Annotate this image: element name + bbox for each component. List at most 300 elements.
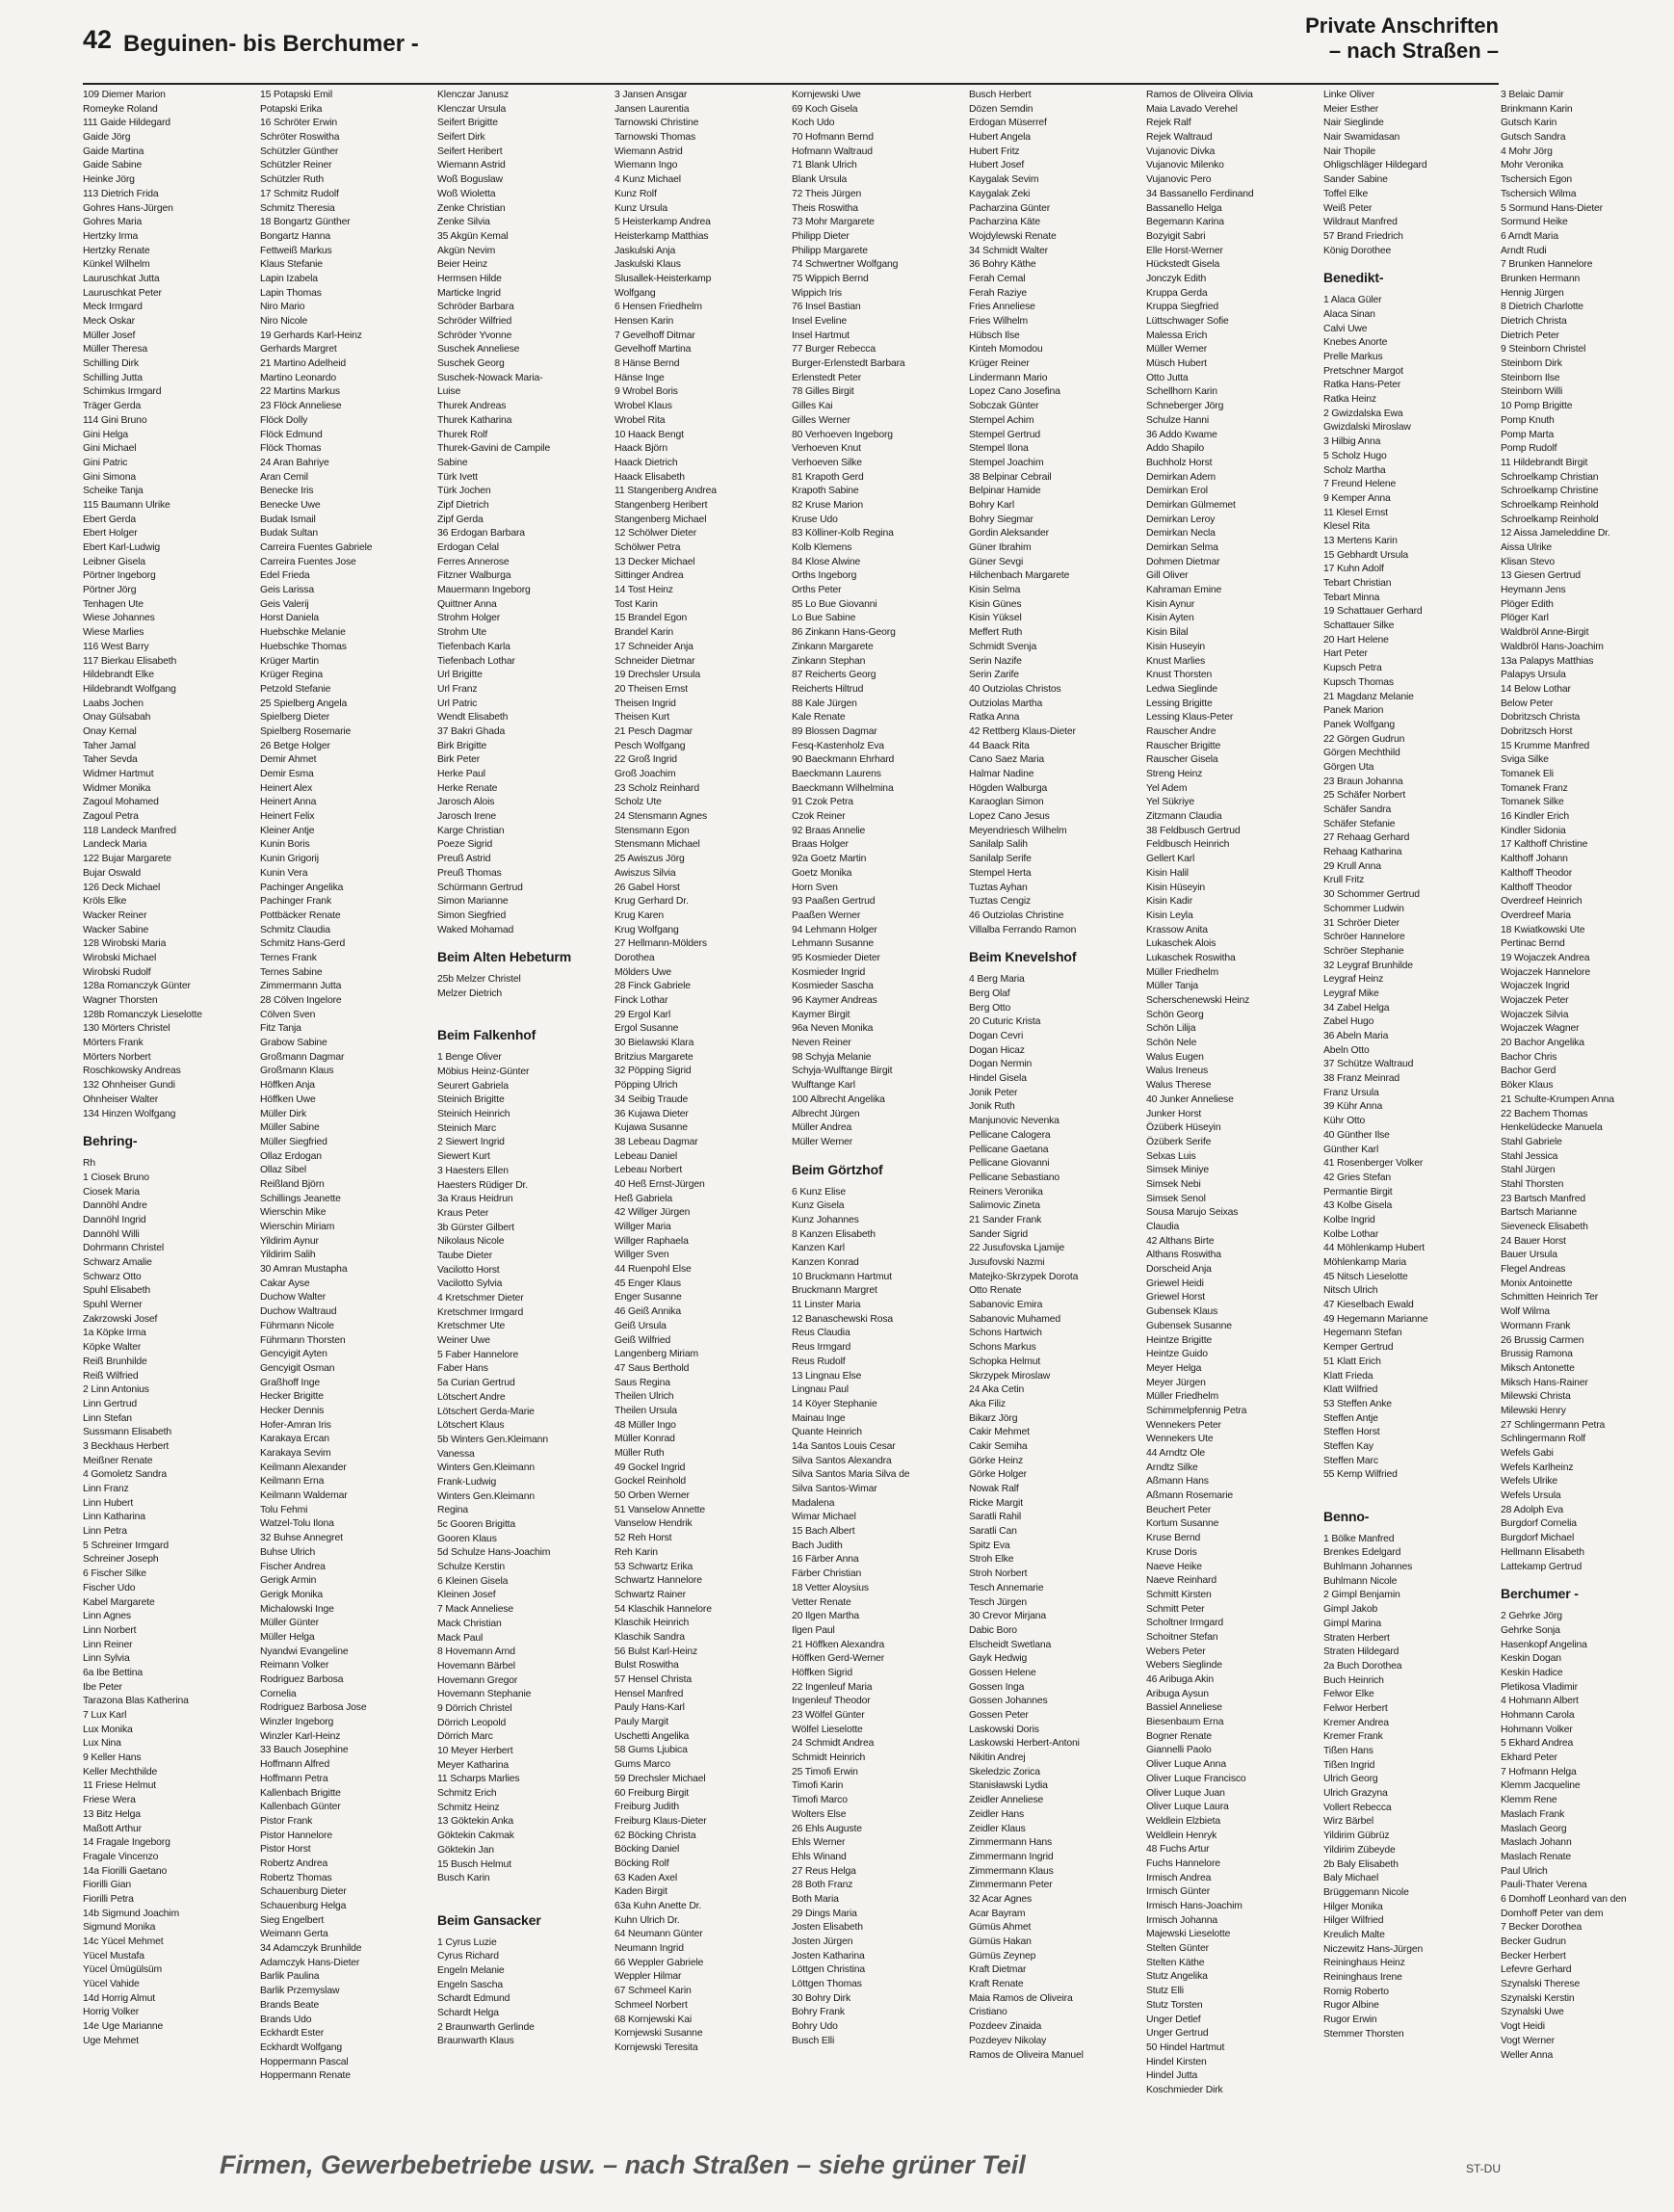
address-entry: Sabanovic Muhamed <box>969 1313 1061 1325</box>
address-entry: Stensmann Michael <box>615 839 700 851</box>
address-entry: Miksch Hans-Rainer <box>1501 1377 1588 1388</box>
section-title <box>1305 13 1499 64</box>
address-entry: 73 Mohr Margarete <box>792 217 875 228</box>
address-entry: Griewel Horst <box>1146 1292 1205 1304</box>
address-entry: Linn Franz <box>83 1484 129 1494</box>
address-entry: Schmitz Heinz <box>437 1802 500 1813</box>
address-entry: Suschek Anneliese <box>437 344 520 356</box>
address-entry: Verhoeven Knut <box>792 443 861 455</box>
address-entry: Stensmann Egon <box>615 825 690 836</box>
address-entry: Weiß Peter <box>1323 202 1373 214</box>
address-entry: Knebes Anorte <box>1323 337 1388 349</box>
address-entry: Carreira Fuentes Jose <box>260 556 356 567</box>
address-entry: Gilles Kai <box>792 401 833 412</box>
address-entry: Meffert Ruth <box>969 627 1023 639</box>
address-entry: Kosmieder Ingrid <box>792 966 866 978</box>
address-entry: 23 Bartsch Manfred <box>1501 1193 1585 1204</box>
address-entry: Seifert Dirk <box>437 132 485 144</box>
address-entry: 22 Görgen Gudrun <box>1323 733 1405 745</box>
address-entry: Linn Agnes <box>83 1611 131 1622</box>
address-entry: Schardt Helga <box>437 2008 499 2018</box>
address-entry: Aran Cemil <box>260 471 308 483</box>
section-title-line2: – nach Straßen – <box>1328 39 1499 63</box>
address-entry: Löttgen Thomas <box>792 1979 862 1990</box>
address-entry: Regina <box>437 1505 469 1516</box>
address-entry: 38 Feldbusch Gertrud <box>1146 825 1241 836</box>
address-entry: 16 Schröter Erwin <box>260 118 338 129</box>
address-entry: Vogt Heidi <box>1501 2021 1545 2033</box>
address-entry: Pomp Rudolf <box>1501 443 1557 455</box>
address-entry: 15 Krumme Manfred <box>1501 740 1590 751</box>
address-entry: Pörtner Jörg <box>83 585 137 596</box>
address-entry: Wefels Ulrike <box>1501 1476 1558 1488</box>
footer-code: ST-DU <box>1466 2162 1501 2175</box>
address-entry: Adamczyk Hans-Dieter <box>260 1957 360 1968</box>
address-entry: Buhlmann Johannes <box>1323 1562 1413 1573</box>
address-entry: Gohres Maria <box>83 217 143 228</box>
address-entry: Rodriguez Barbosa Jose <box>260 1702 367 1714</box>
address-entry: 78 Gilles Birgit <box>792 386 854 398</box>
address-entry: Fesq-Kastenholz Eva <box>792 740 884 751</box>
address-entry: Arndtz Silke <box>1146 1462 1198 1473</box>
address-entry: Gossen Helene <box>969 1667 1036 1678</box>
address-entry: Lebeau Daniel <box>615 1150 678 1162</box>
address-entry: 77 Burger Rebecca <box>792 344 876 356</box>
address-entry: Unger Detlef <box>1146 2014 1201 2025</box>
address-entry: 1 Cyrus Luzie <box>437 1936 497 1948</box>
address-entry: Wulftange Karl <box>792 1080 855 1092</box>
address-entry: Brunken Hermann <box>1501 273 1581 284</box>
address-entry: Zipf Gerda <box>437 514 484 525</box>
address-entry: Jaskulski Klaus <box>615 259 681 271</box>
address-entry: Spitz Eva <box>969 1540 1010 1551</box>
address-entry: Höffken Sigrid <box>792 1667 852 1678</box>
address-entry: 7 Hofmann Helga <box>1501 1766 1577 1778</box>
address-entry: Yel Sükriye <box>1146 797 1194 808</box>
address-entry: 57 Hensel Christa <box>615 1674 693 1685</box>
address-entry: 13 Bitz Helga <box>83 1808 141 1820</box>
address-entry: Szynalski Uwe <box>1501 2007 1564 2018</box>
address-entry: Nyandwi Evangeline <box>260 1646 349 1657</box>
address-entry: Maslach Johann <box>1501 1837 1572 1849</box>
address-entry: Freiburg Judith <box>615 1802 680 1813</box>
address-entry: Nikolaus Nicole <box>437 1236 505 1248</box>
address-entry: 14 Tost Heinz <box>615 585 673 596</box>
address-entry: Demirkan Leroy <box>1146 514 1216 525</box>
address-entry: 24 Bauer Horst <box>1501 1235 1566 1247</box>
address-entry: Braas Holger <box>792 839 849 851</box>
address-entry: Schellhorn Karin <box>1146 386 1217 398</box>
address-entry: 96a Neven Monika <box>792 1023 874 1035</box>
address-entry: 8 Dietrich Charlotte <box>1501 302 1583 313</box>
address-entry: Hensel Manfred <box>615 1688 684 1699</box>
address-entry: Hofmann Waltraud <box>792 145 873 157</box>
address-entry: Schwartz Rainer <box>615 1589 686 1600</box>
address-entry: 19 Wojaczek Andrea <box>1501 952 1590 963</box>
address-entry: Insel Eveline <box>792 316 847 327</box>
address-entry: Demirkan Necla <box>1146 528 1216 540</box>
address-entry: Dannöhl Andre <box>83 1200 147 1212</box>
address-entry: Jarosch Alois <box>437 797 495 808</box>
address-entry: Bohry Frank <box>792 2007 845 2018</box>
address-entry: Huebschke Thomas <box>260 641 347 652</box>
address-entry: 68 Kornjewski Kai <box>615 2014 693 2025</box>
address-entry: Schmitz Hans-Gerd <box>260 938 346 950</box>
address-entry: Reus Rudolf <box>792 1356 846 1367</box>
address-entry: Weiner Uwe <box>437 1335 490 1347</box>
address-entry: Walus Therese <box>1146 1080 1212 1092</box>
address-entry: Miksch Antonette <box>1501 1362 1575 1374</box>
address-entry: 15 Brandel Egon <box>615 613 688 624</box>
address-entry: Schmitz Theresia <box>260 202 335 214</box>
address-entry: 5 Sormund Hans-Dieter <box>1501 202 1603 214</box>
address-entry: Keilmann Alexander <box>260 1462 347 1473</box>
address-entry: Linn Petra <box>83 1526 127 1538</box>
address-entry: Benecke Iris <box>260 486 314 497</box>
address-entry: Reh Karin <box>615 1546 658 1558</box>
address-entry: Abeln Otto <box>1323 1044 1370 1056</box>
address-entry: 12 Schölwer Dieter <box>615 528 697 540</box>
address-entry: Bujar Oswald <box>83 867 141 879</box>
address-entry: Simon Siegfried <box>437 909 507 921</box>
address-entry: Köpke Walter <box>83 1342 142 1354</box>
address-entry: 25 Timofi Erwin <box>792 1766 858 1778</box>
address-entry: Pottbäcker Renate <box>260 909 341 921</box>
address-entry: Türk Jochen <box>437 486 491 497</box>
address-entry: Günther Karl <box>1323 1144 1379 1155</box>
address-entry: Wacker Sabine <box>83 924 149 935</box>
address-entry: Tarazona Blas Katherina <box>83 1696 189 1707</box>
address-entry: Sanilalp Salih <box>969 839 1028 851</box>
address-entry: Ratka Hans-Peter <box>1323 380 1401 391</box>
address-entry: Krull Fritz <box>1323 875 1365 886</box>
address-entry: Ferres Annerose <box>437 556 510 567</box>
address-entry: Kraft Renate <box>969 1979 1024 1990</box>
address-entry: Heisterkamp Matthias <box>615 230 709 242</box>
address-entry: Lötschert Klaus <box>437 1420 505 1432</box>
address-entry: Griewel Heidi <box>1146 1277 1204 1289</box>
address-entry: 19 Gerhards Karl-Heinz <box>260 329 362 341</box>
address-entry: Suschek-Nowack Maria- <box>437 372 543 383</box>
address-entry: Baeckmann Laurens <box>792 769 881 779</box>
address-entry: Schwartz Hannelore <box>615 1575 702 1587</box>
address-entry: Kolbe Lothar <box>1323 1228 1379 1240</box>
address-entry: Großmann Klaus <box>260 1066 334 1077</box>
address-entry: 14a Santos Louis Cesar <box>792 1440 896 1452</box>
address-entry: Schön Lilija <box>1146 1023 1196 1035</box>
address-entry: 4 Gomoletz Sandra <box>83 1469 167 1481</box>
address-entry: 130 Mörters Christel <box>83 1023 170 1035</box>
address-entry: Kuhn Ulrich Dr. <box>615 1914 680 1926</box>
address-entry: Ehls Winand <box>792 1851 847 1862</box>
address-entry: Steffen Kay <box>1323 1440 1373 1452</box>
address-entry: Mauermann Ingeborg <box>437 585 531 596</box>
address-entry: Erdogan Celal <box>437 542 499 553</box>
address-entry: Flöck Dolly <box>260 414 308 426</box>
street-heading: Benno- <box>1323 1508 1370 1524</box>
address-entry: 83 Kölliner-Kolb Regina <box>792 528 894 540</box>
address-entry: Kretschmer Ute <box>437 1321 506 1332</box>
address-entry: Rugor Erwin <box>1323 2014 1377 2026</box>
address-entry: Kujawa Susanne <box>615 1122 688 1134</box>
address-entry: Irmisch Johanna <box>1146 1914 1217 1926</box>
address-entry: 4 Kretschmer Dieter <box>437 1293 524 1304</box>
address-entry: 29 Ergol Karl <box>615 1009 671 1020</box>
address-entry: Wiemann Astrid <box>615 145 683 157</box>
address-entry: Ibe Peter <box>83 1681 122 1693</box>
address-entry: Stahl Jessica <box>1501 1150 1558 1162</box>
address-entry: 94 Lehmann Holger <box>792 924 877 935</box>
address-entry: Dözen Semdin <box>969 103 1033 115</box>
address-entry: 3 Haesters Ellen <box>437 1165 509 1176</box>
address-entry: Lessing Klaus-Peter <box>1146 712 1234 724</box>
address-entry: Lessing Brigitte <box>1146 698 1213 709</box>
address-entry: Timofi Karin <box>792 1780 844 1792</box>
address-entry: Siewert Kurt <box>437 1151 490 1163</box>
address-entry: Görgen Mechthild <box>1323 748 1400 759</box>
address-entry: 44 Arndtz Ole <box>1146 1448 1206 1459</box>
address-entry: Kisin Selma <box>969 585 1021 596</box>
address-entry: Wennekers Peter <box>1146 1419 1221 1431</box>
address-entry: Hasenkopf Angelina <box>1501 1639 1587 1650</box>
address-entry: Gerigk Armin <box>260 1575 317 1587</box>
address-entry: Pauly Margit <box>615 1717 668 1728</box>
address-entry: Güner Ibrahim <box>969 542 1032 553</box>
address-entry: Wojdylewski Renate <box>969 230 1057 242</box>
address-entry: Tomanek Eli <box>1501 769 1554 779</box>
address-entry: 14b Sigmund Joachim <box>83 1908 179 1919</box>
address-entry: Sussmann Elisabeth <box>83 1427 172 1438</box>
address-entry: Gaide Jörg <box>83 132 131 144</box>
address-entry: Hecker Dennis <box>260 1405 325 1416</box>
address-entry: Dorothea <box>615 952 655 963</box>
address-entry: Heß Gabriela <box>615 1193 672 1204</box>
address-entry: Insel Hartmut <box>792 329 850 341</box>
address-entry: Reininghaus Irene <box>1323 1972 1402 1983</box>
address-entry: Kreulich Malte <box>1323 1929 1385 1940</box>
address-entry: Schmidt Heinrich <box>792 1752 866 1764</box>
address-entry: Taher Jamal <box>83 740 136 751</box>
address-entry: Stroh Norbert <box>969 1568 1028 1580</box>
address-entry: Stahl Jürgen <box>1501 1165 1556 1176</box>
street-heading: Behring- <box>83 1133 138 1149</box>
address-entry: 48 Fuchs Artur <box>1146 1844 1210 1856</box>
address-entry: Finck Lothar <box>615 995 668 1006</box>
address-entry: Gubensek Susanne <box>1146 1320 1232 1331</box>
address-entry: 22 Groß Ingrid <box>615 754 677 766</box>
address-entry: Schölwer Petra <box>615 542 681 553</box>
address-entry: Müller Dirk <box>260 1108 306 1119</box>
address-entry: Taher Sevda <box>83 754 138 766</box>
address-entry: 6 Domhoff Leonhard van den <box>1501 1893 1627 1905</box>
address-entry: Bassiel Anneliese <box>1146 1702 1222 1714</box>
address-entry: Mörters Frank <box>83 1038 144 1049</box>
address-entry: Pacharzina Günter <box>969 202 1051 214</box>
address-entry: Willger Sven <box>615 1250 669 1261</box>
address-entry: Tenhagen Ute <box>83 598 144 610</box>
address-entry: Naeve Reinhard <box>1146 1575 1216 1587</box>
address-entry: Carreira Fuentes Gabriele <box>260 542 373 553</box>
address-entry: Schardt Edmund <box>437 1993 510 2005</box>
address-entry: Hermsen Hilde <box>437 273 502 284</box>
address-entry: 23 Flöck Anneliese <box>260 401 342 412</box>
address-entry: Gehrke Sonja <box>1501 1624 1560 1636</box>
address-entry: Fries Anneliese <box>969 302 1035 313</box>
address-entry: Wolters Else <box>792 1808 847 1820</box>
address-entry: 92 Braas Annelie <box>792 825 866 836</box>
address-entry: Tschersich Wilma <box>1501 188 1577 199</box>
address-entry: 2 Gehrke Jörg <box>1501 1611 1562 1622</box>
address-entry: Wrobel Klaus <box>615 401 672 412</box>
address-entry: Gwizdalski Miroslaw <box>1323 422 1411 434</box>
address-entry: Leygraf Heinz <box>1323 974 1384 986</box>
address-entry: Schröter Roswitha <box>260 132 340 144</box>
address-entry: Schützler Ruth <box>260 174 325 186</box>
address-entry: Silva Santos Maria Silva de <box>792 1469 910 1481</box>
address-entry: 12 Aissa Jameleddine Dr. <box>1501 528 1610 540</box>
address-entry: Yildirim Aynur <box>260 1235 319 1247</box>
address-entry: Webers Sieglinde <box>1146 1660 1222 1672</box>
address-entry: Zenke Christian <box>437 202 506 214</box>
address-entry: Linn Katharina <box>83 1512 145 1523</box>
address-entry: Sobczak Günter <box>969 401 1039 412</box>
address-entry: Stelten Käthe <box>1146 1957 1205 1968</box>
address-entry: 15 Gebhardt Ursula <box>1323 549 1408 561</box>
address-entry: Akgün Nevim <box>437 245 496 256</box>
address-entry: Uge Mehmet <box>83 2035 139 2046</box>
address-entry: Engeln Sascha <box>437 1979 503 1990</box>
address-entry: Pletikosa Vladimir <box>1501 1681 1578 1693</box>
address-entry: 30 Bielawski Klara <box>615 1038 694 1049</box>
address-entry: Klatt Frieda <box>1323 1370 1373 1382</box>
address-entry: Mainau Inge <box>792 1412 846 1424</box>
address-entry: Theisen Ingrid <box>615 698 676 709</box>
address-entry: 3 Beckhaus Herbert <box>83 1440 170 1452</box>
address-entry: Haack Elisabeth <box>615 471 685 483</box>
address-entry: Busch Herbert <box>969 90 1032 100</box>
address-entry: 30 Schommer Gertrud <box>1323 889 1420 901</box>
address-entry: 24 Aka Cetin <box>969 1384 1025 1396</box>
address-entry: 27 Reus Helga <box>792 1865 856 1877</box>
address-entry: Müller Sabine <box>260 1122 320 1134</box>
address-entry: Potapski Erika <box>260 103 323 115</box>
address-entry: Keller Mechthilde <box>83 1766 158 1778</box>
address-entry: Schroelkamp Reinhold <box>1501 514 1599 525</box>
address-entry: Krapoth Sabine <box>792 486 859 497</box>
address-entry: Lux Monika <box>83 1724 133 1735</box>
address-entry: 34 Schmidt Walter <box>969 245 1048 256</box>
address-entry: Saratli Can <box>969 1526 1017 1538</box>
address-entry: Bogner Renate <box>1146 1730 1212 1742</box>
address-entry: Thurek Andreas <box>437 401 507 412</box>
address-entry: 27 Hellmann-Mölders <box>615 938 707 950</box>
address-entry: 16 Färber Anna <box>792 1554 859 1566</box>
address-entry: 23 Scholz Reinhard <box>615 782 699 794</box>
address-entry: Heintze Guido <box>1146 1349 1208 1360</box>
address-entry: 5a Curian Gertrud <box>437 1378 515 1389</box>
address-entry: Majewski Lieselotte <box>1146 1929 1231 1940</box>
address-entry: Ramos de Oliveira Manuel <box>969 2049 1084 2061</box>
address-entry: Sousa Marujo Seixas <box>1146 1207 1239 1219</box>
address-entry: Linn Norbert <box>83 1624 137 1636</box>
address-entry: Michalowski Inge <box>260 1603 334 1615</box>
address-entry: Brüggemann Nicole <box>1323 1886 1409 1898</box>
address-entry: Schlingermann Rolf <box>1501 1434 1585 1445</box>
address-entry: Steinich Heinrich <box>437 1109 510 1120</box>
directory-column <box>260 89 433 2129</box>
address-entry: Steffen Marc <box>1323 1455 1378 1466</box>
address-entry: Zabel Hugo <box>1323 1016 1374 1028</box>
address-entry: 72 Theis Jürgen <box>792 188 862 199</box>
address-entry: Kahraman Emine <box>1146 585 1222 596</box>
address-entry: Seifert Brigitte <box>437 118 498 129</box>
address-entry: 46 Geiß Annika <box>615 1306 681 1318</box>
address-entry: Ohnheiser Walter <box>83 1093 159 1105</box>
address-entry: 49 Hegemann Marianne <box>1323 1313 1428 1325</box>
address-entry: 113 Dietrich Frida <box>83 188 159 199</box>
address-entry: 13 Lingnau Else <box>792 1370 862 1382</box>
address-entry: Zinkann Margarete <box>792 641 874 652</box>
address-entry: Bikarz Jörg <box>969 1412 1018 1424</box>
address-entry: Cakir Mehmet <box>969 1427 1030 1438</box>
address-entry: Schulze Hanni <box>1146 414 1210 426</box>
address-entry: Vetter Renate <box>792 1596 851 1608</box>
address-entry: Wennekers Ute <box>1146 1434 1214 1445</box>
street-heading: Beim Knevelshof <box>969 949 1077 965</box>
address-entry: Sieveneck Elisabeth <box>1501 1222 1588 1232</box>
address-entry: 10 Haack Bengt <box>615 429 684 440</box>
address-entry: Niczewitz Hans-Jürgen <box>1323 1943 1424 1955</box>
address-entry: Kunz Rolf <box>615 188 657 199</box>
address-entry: Wiemann Astrid <box>437 160 506 171</box>
address-entry: Gümüs Hakan <box>969 1936 1032 1947</box>
address-entry: 36 Addo Kwame <box>1146 429 1217 440</box>
address-entry: Müller Friedhelm <box>1146 966 1218 978</box>
address-entry: 20 Theisen Ernst <box>615 683 688 695</box>
address-entry: Großmann Dagmar <box>260 1051 345 1063</box>
address-entry: Heymann Jens <box>1501 585 1566 596</box>
address-entry: Wojaczek Peter <box>1501 995 1569 1006</box>
address-entry: Erdogan Müserref <box>969 118 1047 129</box>
address-entry: Cakar Ayse <box>260 1277 310 1289</box>
address-entry: Karaoglan Simon <box>969 797 1044 808</box>
address-entry: Wacker Reiner <box>83 909 147 921</box>
address-entry: Wildraut Manfred <box>1323 217 1398 228</box>
address-entry: Wojaczek Hannelore <box>1501 966 1590 978</box>
address-entry: 40 Outziolas Christos <box>969 683 1061 695</box>
address-entry: Quante Heinrich <box>792 1427 862 1438</box>
address-entry: Karge Christian <box>437 825 505 836</box>
address-entry: Winters Gen.Kleimann <box>437 1462 535 1474</box>
address-entry: 16 Kindler Erich <box>1501 811 1569 823</box>
address-entry: Albrecht Jürgen <box>792 1108 860 1119</box>
address-entry: Rodriguez Barbosa <box>260 1674 344 1685</box>
address-entry: 82 Kruse Marion <box>792 499 863 511</box>
address-entry: 2 Siewert Ingrid <box>437 1137 505 1148</box>
address-entry: Kunz Ursula <box>615 202 667 214</box>
address-entry: Theis Roswitha <box>792 202 858 214</box>
address-entry: 91 Czok Petra <box>792 797 853 808</box>
address-entry: 5 Schreiner Irmgard <box>83 1540 169 1551</box>
address-entry: Kalthoff Theodor <box>1501 867 1573 879</box>
address-entry: Wefels Gabi <box>1501 1448 1554 1459</box>
address-entry: 14 Fragale Ingeborg <box>83 1837 170 1849</box>
address-entry: 42 Willger Jürgen <box>615 1207 691 1219</box>
address-entry: 14e Uge Marianne <box>83 2021 164 2033</box>
address-entry: Silva Santos Alexandra <box>792 1455 892 1466</box>
address-entry: Spielberg Dieter <box>260 712 330 724</box>
address-entry: Reiners Veronika <box>969 1186 1043 1198</box>
